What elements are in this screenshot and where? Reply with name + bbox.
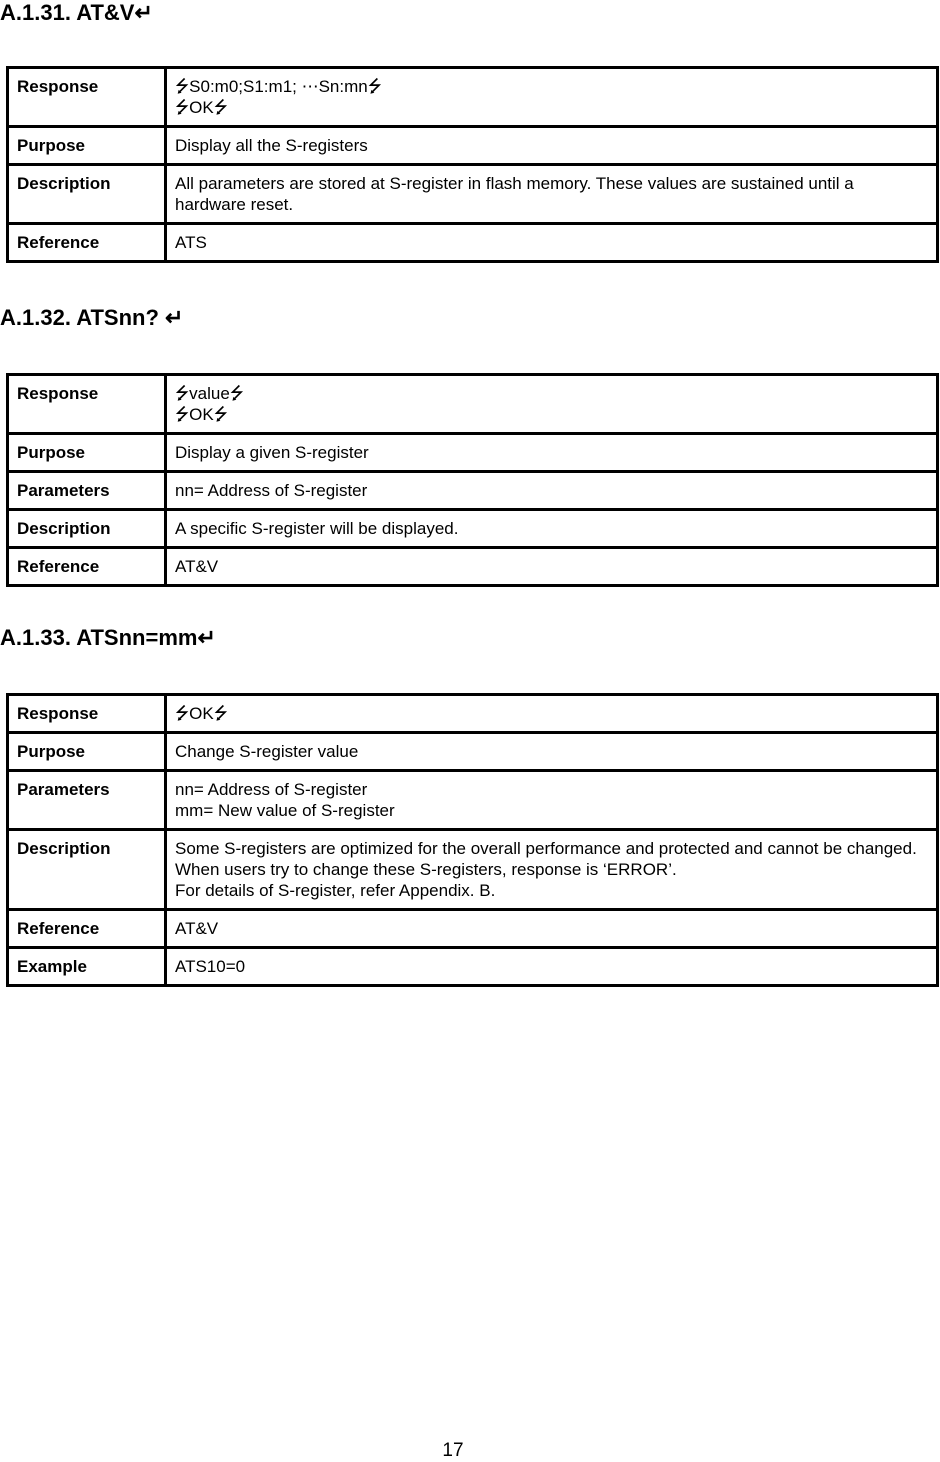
table-row [8, 771, 938, 830]
value-line: AT&V [175, 557, 219, 576]
row-label: Response [8, 375, 166, 434]
row-label: Parameters [8, 771, 166, 830]
value-line: Display a given S-register [175, 443, 369, 462]
row-value [166, 434, 938, 472]
table-row [8, 68, 938, 127]
value-line: All parameters are stored at S-register in flash memory. These values are sustained until a hardware reset. [175, 174, 854, 214]
value-line: mm= New value of S-register [175, 801, 395, 820]
section-heading-atsnn-query [0, 305, 183, 331]
section-heading-text: A.1.33. ATSnn=mm [0, 625, 198, 650]
value-line: Some S-registers are optimized for the overall performance and protected and cannot be changed. When users try to change these S-registers, response is ‘ERROR’. [175, 839, 917, 879]
row-value [166, 548, 938, 586]
table-row [8, 830, 938, 910]
section-heading-atsnn-set [0, 625, 216, 651]
table-row [8, 165, 938, 224]
row-label: Purpose [8, 733, 166, 771]
value-line: ⭍S0:m0;S1:m1; ⋯Sn:mn⭍ [175, 77, 382, 96]
row-label: Example [8, 948, 166, 986]
section-heading-at-v [0, 0, 153, 26]
table-row [8, 434, 938, 472]
row-label: Purpose [8, 434, 166, 472]
row-label: Reference [8, 910, 166, 948]
table-row [8, 910, 938, 948]
value-line: ATS [175, 233, 207, 252]
row-value [166, 695, 938, 733]
table-row [8, 472, 938, 510]
row-value [166, 948, 938, 986]
row-label: Description [8, 165, 166, 224]
section-heading-text: A.1.32. ATSnn? [0, 305, 166, 330]
page-number: 17 [442, 1440, 464, 1461]
table-row [8, 948, 938, 986]
table-row [8, 733, 938, 771]
row-value [166, 830, 938, 910]
value-line: nn= Address of S-register [175, 780, 368, 799]
table-row [8, 224, 938, 262]
command-table-atsnn-set [6, 693, 939, 987]
value-line: AT&V [175, 919, 219, 938]
row-value [166, 127, 938, 165]
row-value [166, 771, 938, 830]
section-heading-text: A.1.31. AT&V [0, 0, 135, 25]
command-table-atsnn-query [6, 373, 939, 587]
row-label: Response [8, 695, 166, 733]
value-line: For details of S-register, refer Appendix. B. [175, 881, 496, 900]
row-value [166, 165, 938, 224]
row-label: Purpose [8, 127, 166, 165]
value-line: Change S-register value [175, 742, 359, 761]
row-label: Parameters [8, 472, 166, 510]
row-value [166, 733, 938, 771]
table-row [8, 548, 938, 586]
row-value [166, 910, 938, 948]
value-line: ⭍value⭍ [175, 384, 244, 403]
enter-icon: ↵ [165, 305, 184, 330]
row-label: Response [8, 68, 166, 127]
value-line: nn= Address of S-register [175, 481, 368, 500]
row-label: Description [8, 510, 166, 548]
command-table-at-v [6, 66, 939, 263]
enter-icon: ↵ [197, 625, 216, 650]
row-value [166, 68, 938, 127]
row-label: Reference [8, 224, 166, 262]
row-value [166, 472, 938, 510]
table-row [8, 127, 938, 165]
table-row [8, 510, 938, 548]
value-line: ATS10=0 [175, 957, 246, 976]
enter-icon: ↵ [134, 0, 153, 25]
value-line: A specific S-register will be displayed. [175, 519, 459, 538]
value-line: ⭍OK⭍ [175, 98, 228, 117]
row-value [166, 224, 938, 262]
value-line: ⭍OK⭍ [175, 704, 228, 723]
value-line: ⭍OK⭍ [175, 405, 228, 424]
row-label: Reference [8, 548, 166, 586]
row-label: Description [8, 830, 166, 910]
row-value [166, 375, 938, 434]
row-value [166, 510, 938, 548]
table-row [8, 695, 938, 733]
table-row [8, 375, 938, 434]
value-line: Display all the S-registers [175, 136, 368, 155]
